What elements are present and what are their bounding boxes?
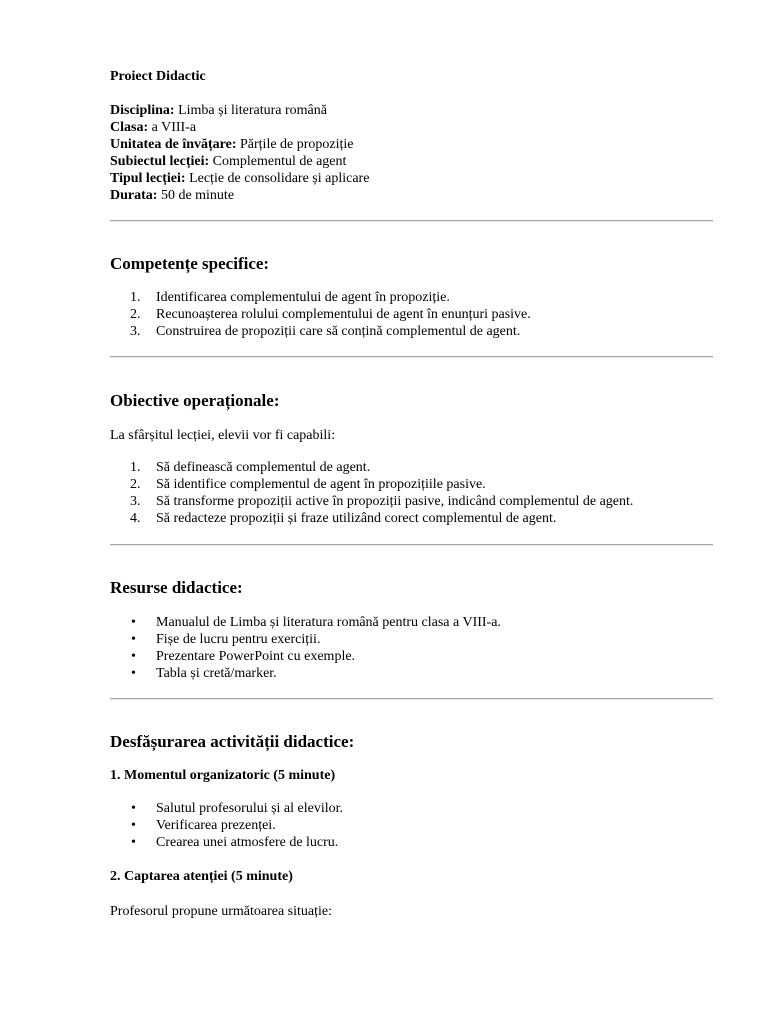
resurse-heading: Resurse didactice: bbox=[110, 578, 243, 597]
list-item: 4. Să redacteze propoziții și fraze utilizând corect complementul de agent. bbox=[130, 511, 557, 526]
meta-disciplina: Disciplina: Limba și literatura română bbox=[110, 103, 327, 118]
list-item: • Crearea unei atmosfere de lucru. bbox=[131, 835, 339, 850]
list-item: 1. Identificarea complementului de agent în propoziție. bbox=[130, 290, 450, 305]
meta-clasa: Clasa: a VIII-a bbox=[110, 120, 197, 135]
list-item: 3. Să transforme propoziții active în propoziții pasive, indicând complementul de agent. bbox=[130, 494, 634, 509]
list-item: • Verificarea prezenței. bbox=[131, 818, 276, 833]
divider bbox=[110, 698, 713, 700]
document-title: Proiect Didactic bbox=[110, 69, 206, 84]
obiective-heading: Obiective operaționale: bbox=[110, 391, 280, 410]
list-item: 3. Construirea de propoziții care să conțină complementul de agent. bbox=[130, 324, 521, 339]
meta-tipul: Tipul lecției: Lecție de consolidare și aplicare bbox=[110, 171, 370, 186]
list-item: 2. Recunoașterea rolului complementului de agent în enunțuri pasive. bbox=[130, 307, 531, 322]
step1-heading: 1. Momentul organizatoric (5 minute) bbox=[110, 768, 336, 783]
meta-unitatea: Unitatea de învățare: Părțile de propoziție bbox=[110, 137, 354, 152]
step2-intro: Profesorul propune următoarea situație: bbox=[110, 904, 332, 919]
desfasurare-heading: Desfășurarea activității didactice: bbox=[110, 732, 355, 751]
step2-heading: 2. Captarea atenției (5 minute) bbox=[110, 869, 293, 884]
resurse-list bbox=[110, 614, 501, 682]
meta-durata: Durata: 50 de minute bbox=[110, 188, 235, 203]
competente-heading: Competențe specifice: bbox=[110, 254, 270, 273]
list-item: • Manualul de Limba și literatura română pentru clasa a VIII-a. bbox=[131, 615, 501, 630]
list-item: 2. Să identifice complementul de agent în propozițiile pasive. bbox=[130, 477, 486, 492]
list-item: • Tabla și cretă/marker. bbox=[131, 666, 277, 681]
divider bbox=[110, 356, 713, 358]
list-item: • Fișe de lucru pentru exerciții. bbox=[131, 632, 321, 647]
list-item: • Salutul profesorului și al elevilor. bbox=[131, 801, 344, 816]
competente-list bbox=[110, 289, 531, 340]
lesson-metadata bbox=[110, 102, 369, 204]
divider bbox=[110, 220, 713, 222]
list-item: 1. Să definească complementul de agent. bbox=[130, 460, 371, 475]
step1-list bbox=[110, 800, 343, 851]
list-item: • Prezentare PowerPoint cu exemple. bbox=[131, 649, 356, 664]
obiective-list bbox=[110, 459, 633, 527]
meta-subiectul: Subiectul lecției: Complementul de agent bbox=[110, 154, 347, 169]
divider bbox=[110, 544, 713, 546]
obiective-intro: La sfârșitul lecției, elevii vor fi capabili: bbox=[110, 428, 336, 443]
